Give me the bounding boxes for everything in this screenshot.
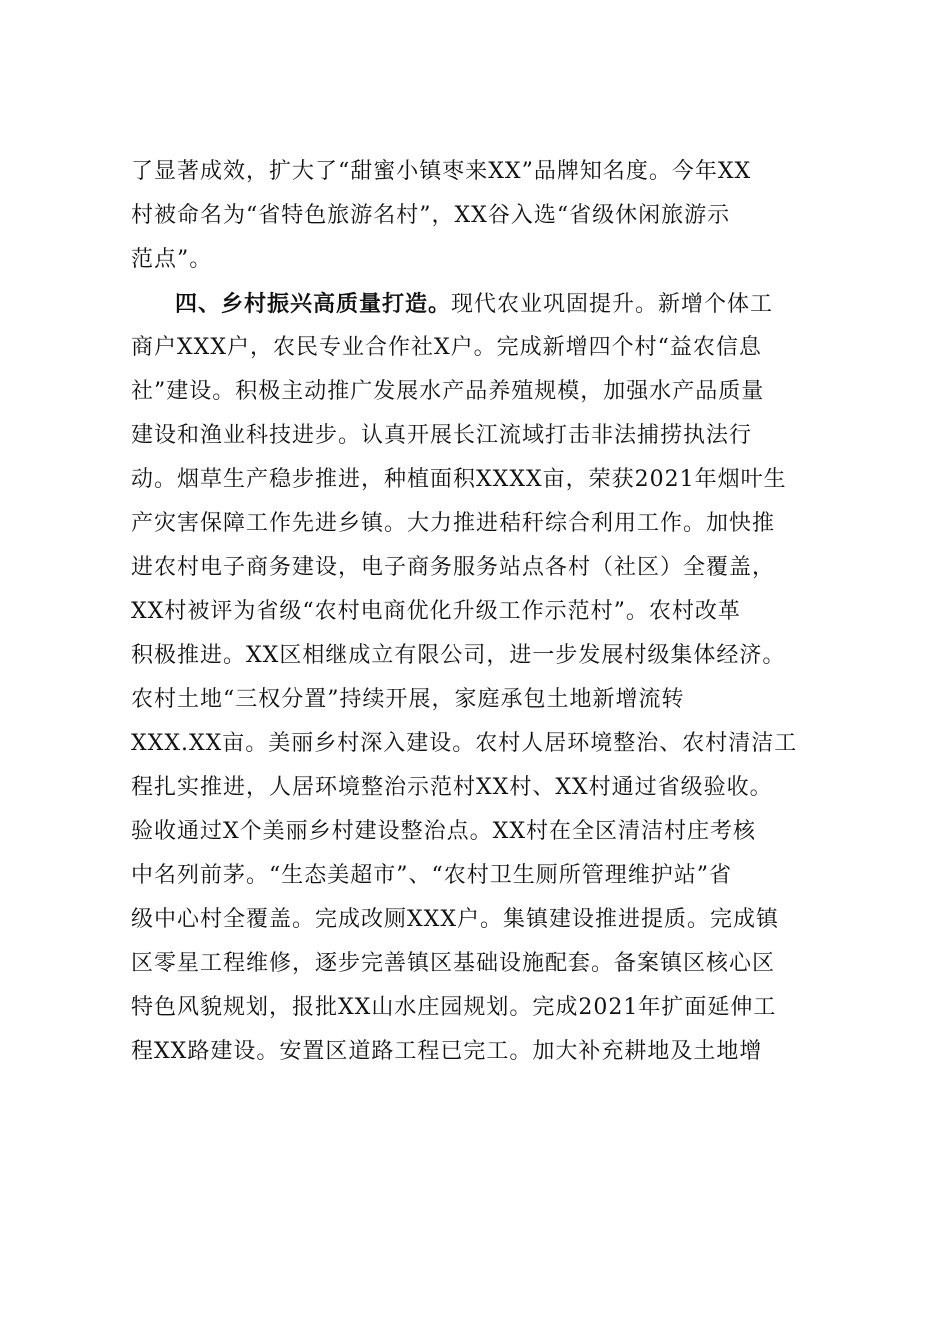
text-line: 程扎实推进，人居环境整治示范村XX村、XX村通过省级验收。 (131, 775, 773, 800)
text-line: 建设和渔业科技进步。认真开展长江流域打击非法捕捞执法行 (131, 423, 753, 448)
text-line: 农村土地“三权分置”持续开展，家庭承包土地新增流转 (131, 687, 685, 712)
text-line: 村被命名为“省特色旅游名村”，XX谷入选“省级休闲旅游示 (131, 203, 731, 228)
text-line: 动。烟草生产稳步推进，种植面积XXXX亩，荣获2021年烟叶生 (131, 467, 787, 492)
text-line: 进农村电子商务建设，电子商务服务站点各村（社区）全覆盖， (131, 555, 776, 580)
text-line: 验收通过X个美丽乡村建设整治点。XX村在全区清洁村庄考核 (131, 819, 756, 844)
text-line-rest: 现代农业巩固提升。新增个体工 (451, 292, 774, 317)
text-line: 了显著成效，扩大了“甜蜜小镇枣来XX”品牌知名度。今年XX (131, 159, 752, 184)
text-line: XXX.XX亩。美丽乡村深入建设。农村人居环境整治、农村清洁工 (131, 731, 798, 756)
section-line (131, 282, 875, 326)
text-line: XX村被评为省级“农村电商优化升级工作示范村”。农村改革 (131, 599, 741, 624)
text-line: 特色风貌规划，报批XX山水庄园规划。完成2021年扩面延伸工 (131, 995, 777, 1020)
text-line: 商户XXX户，农民专业合作社X户。完成新增四个村“益农信息 (131, 335, 762, 360)
text-line: 范点”。 (131, 247, 213, 272)
text-line: 区零星工程维修，逐步完善镇区基础设施配套。备案镇区核心区 (131, 951, 776, 976)
text-line: 程XX路建设。安置区道路工程已完工。加大补充耕地及土地增 (131, 1039, 763, 1064)
text-line: 社”建设。积极主动推广发展水产品养殖规模，加强水产品质量 (131, 379, 765, 404)
text-line: 产灾害保障工作先进乡镇。大力推进秸秆综合利用工作。加快推 (131, 511, 776, 536)
text-line: 级中心村全覆盖。完成改厕XXX户。集镇建设推进提质。完成镇 (131, 907, 779, 932)
text-line: 积极推进。XX区相继成立有限公司，进一步发展村级集体经济。 (131, 643, 786, 668)
text-line: 中名列前茅。“生态美超市”、“农村卫生厕所管理维护站”省 (131, 863, 732, 888)
section-heading: 四、乡村振兴高质量打造。 (175, 291, 452, 317)
